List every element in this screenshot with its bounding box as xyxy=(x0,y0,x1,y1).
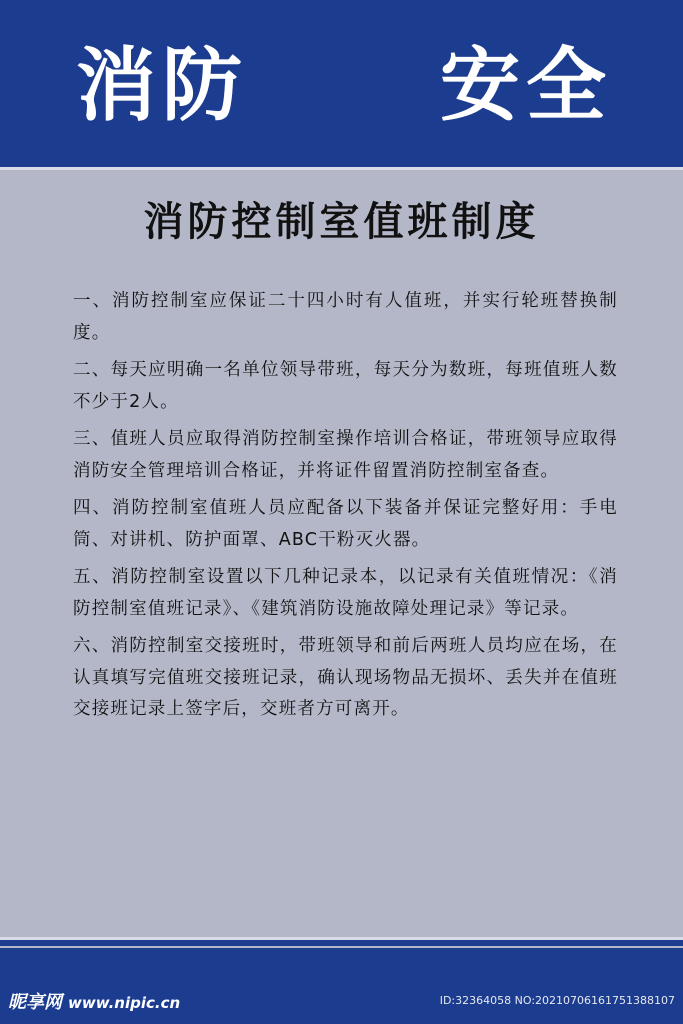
clause-6: 六、消防控制室交接班时，带班领导和前后两班人员均应在场，在认真填写完值班交接班记录，确认现场物品无损坏、丢失并在值班交接班记录上签字后，交班者方可离开。 xyxy=(73,636,618,719)
watermark-url: www.nipic.cn xyxy=(68,994,181,1012)
watermark xyxy=(8,988,180,1014)
clause-2: 二、每天应明确一名单位领导带班，每天分为数班，每班值班人数不少于2人。 xyxy=(73,360,618,412)
header-word-fire-prevention: 消防 xyxy=(76,39,248,132)
header-divider xyxy=(0,160,683,167)
regulation-body xyxy=(73,286,618,732)
header-divider-light xyxy=(0,167,683,170)
footer-divider xyxy=(0,940,683,946)
image-id-label: ID:32364058 NO:20210706161751388107 xyxy=(439,994,675,1007)
clause-1: 一、消防控制室应保证二十四小时有人值班，并实行轮班替换制度。 xyxy=(73,291,618,343)
clause-4: 四、消防控制室值班人员应配备以下装备并保证完整好用：手电筒、对讲机、防护面罩、ABC干粉灭火器。 xyxy=(73,498,618,550)
header-word-safety: 安全 xyxy=(440,39,612,132)
clause-3: 三、值班人员应取得消防控制室操作培训合格证，带班领导应取得消防安全管理培训合格证，并将证件留置消防控制室备查。 xyxy=(73,429,618,481)
document-title: 消防控制室值班制度 xyxy=(143,199,540,245)
clause-5: 五、消防控制室设置以下几种记录本，以记录有关值班情况：《消防控制室值班记录》、《建筑消防设施故障处理记录》等记录。 xyxy=(73,567,618,619)
watermark-brand: 昵享网 xyxy=(8,992,62,1013)
